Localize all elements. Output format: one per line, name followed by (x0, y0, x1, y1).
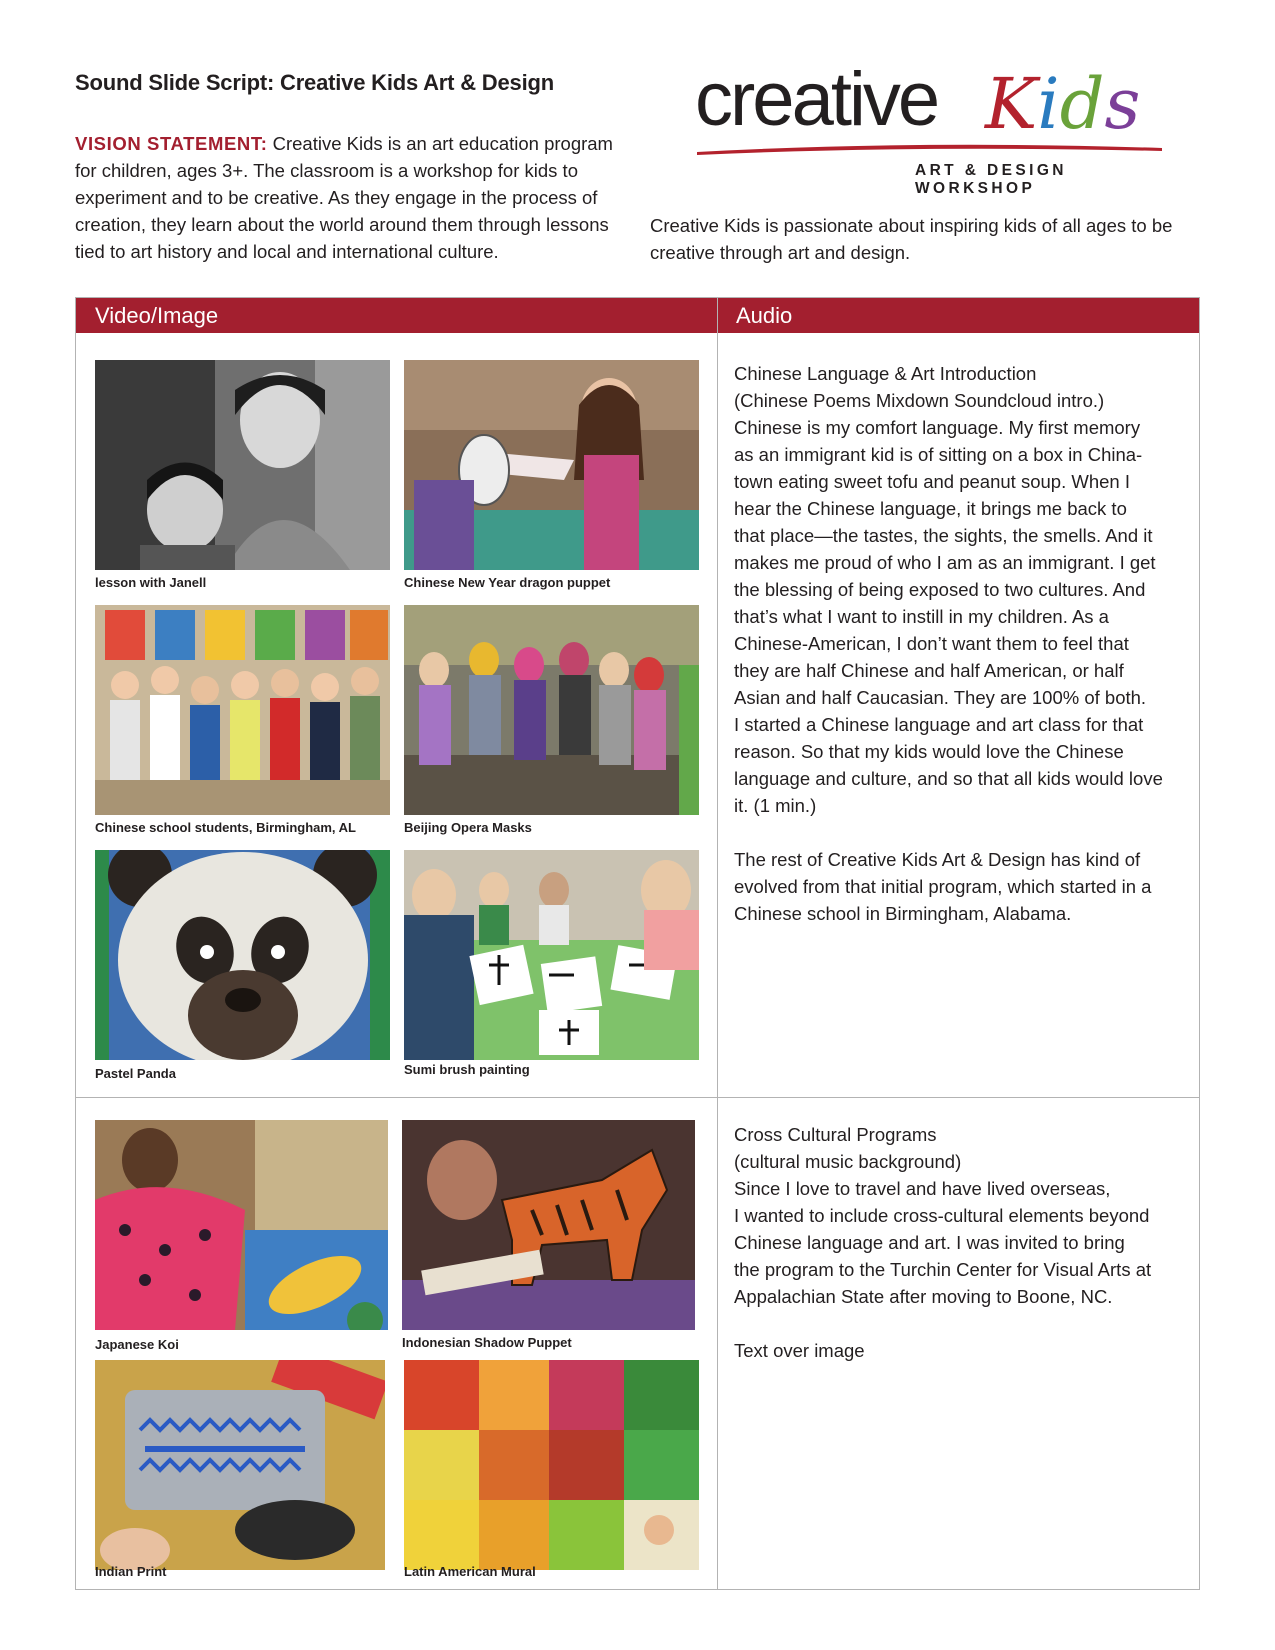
row-divider (76, 1097, 1199, 1098)
logo-swoosh (697, 142, 1167, 158)
logo-word-creative: creative (695, 57, 938, 142)
caption-latin-american-mural: Latin American Mural (404, 1564, 536, 1579)
audio-line: Chinese-American, I don’t want them to feel that (734, 633, 1129, 654)
photo-pastel-panda (95, 850, 390, 1060)
photo-sumi-brush-painting (404, 850, 699, 1060)
caption-pastel-panda: Pastel Panda (95, 1066, 176, 1081)
logo-letter-i: i (1037, 63, 1060, 145)
spacer (734, 1310, 1204, 1337)
audio-line: Appalachian State after moving to Boone, NC. (734, 1286, 1113, 1307)
logo-letter-s: s (1104, 63, 1141, 145)
photo-indonesian-shadow-puppet (402, 1120, 695, 1330)
audio-line: Chinese school in Birmingham, Alabama. (734, 903, 1072, 924)
caption-dragon-puppet: Chinese New Year dragon puppet (404, 575, 611, 590)
photo-chinese-school-students (95, 605, 390, 815)
audio-line: that’s what I want to instill in my children. As a (734, 606, 1109, 627)
audio-line: I started a Chinese language and art class for that (734, 714, 1144, 735)
audio-line: (Chinese Poems Mixdown Soundcloud intro.) (734, 390, 1105, 411)
logo-word-kids (985, 63, 1141, 145)
photo-latin-american-mural (404, 1360, 699, 1570)
photo-dragon-puppet (404, 360, 699, 570)
audio-line: they are half Chinese and half American, or half (734, 660, 1124, 681)
header-video-image: Video/Image (95, 303, 219, 328)
photo-japanese-koi (95, 1120, 388, 1330)
section1-audio (734, 360, 1204, 927)
audio-line: Since I love to travel and have lived overseas, (734, 1178, 1111, 1199)
passion-statement: Creative Kids is passionate about inspiring kids of all ages to be creative through art and design. (650, 215, 1173, 263)
caption-indonesian-shadow-puppet: Indonesian Shadow Puppet (402, 1335, 572, 1350)
creative-kids-logo (695, 57, 1175, 197)
vision-label: VISION STATEMENT: (75, 133, 268, 154)
audio-line: I wanted to include cross-cultural elements beyond (734, 1205, 1150, 1226)
page-title: Sound Slide Script: Creative Kids Art & Design (75, 70, 554, 95)
audio-line: Chinese language and art. I was invited to bring (734, 1232, 1125, 1253)
audio-line: as an immigrant kid is of sitting on a box in China- (734, 444, 1143, 465)
audio-line: Cross Cultural Programs (734, 1124, 937, 1145)
photo-beijing-opera-masks (404, 605, 699, 815)
audio-line: makes me proud of who I am as an immigrant. I get (734, 552, 1156, 573)
caption-chinese-school-students: Chinese school students, Birmingham, AL (95, 820, 356, 835)
audio-line: Chinese is my comfort language. My first memory (734, 417, 1141, 438)
photo-indian-print (95, 1360, 385, 1570)
audio-line: the program to the Turchin Center for Visual Arts at (734, 1259, 1152, 1280)
audio-line: The rest of Creative Kids Art & Design has kind of (734, 849, 1141, 870)
spacer (734, 819, 1204, 846)
audio-line: language and culture, and so that all kids would love (734, 768, 1163, 789)
caption-sumi-brush-painting: Sumi brush painting (404, 1062, 530, 1077)
audio-line: reason. So that my kids would love the Chinese (734, 741, 1124, 762)
audio-line: town eating sweet tofu and peanut soup. When I (734, 471, 1130, 492)
caption-lesson-with-janell: lesson with Janell (95, 575, 207, 590)
audio-line: Chinese Language & Art Introduction (734, 363, 1037, 384)
logo-tagline: ART & DESIGN WORKSHOP (915, 162, 1067, 197)
audio-line: Text over image (734, 1340, 865, 1361)
caption-indian-print: Indian Print (95, 1564, 167, 1579)
audio-line: hear the Chinese language, it brings me back to (734, 498, 1127, 519)
logo-letter-k: K (985, 63, 1038, 145)
audio-line: that place—the tastes, the sights, the smells. And it (734, 525, 1153, 546)
audio-line: the blessing of being exposed to two cultures. And (734, 579, 1146, 600)
caption-beijing-opera-masks: Beijing Opera Masks (404, 820, 532, 835)
vision-text: Creative Kids is an art education program for children, ages 3+. The classroom is a workshop for kids to experiment and to be creative. As they engage in the process of creation, they learn about the world around them through lessons tied to art history and local and international culture. (75, 133, 613, 262)
audio-line: evolved from that initial program, which started in a (734, 876, 1152, 897)
audio-line: Asian and half Caucasian. They are 100% of both. (734, 687, 1147, 708)
audio-line: it. (1 min.) (734, 795, 817, 816)
section2-audio (734, 1121, 1204, 1364)
table-header (76, 298, 1199, 333)
audio-line: (cultural music background) (734, 1151, 962, 1172)
header-audio: Audio (736, 303, 793, 328)
logo-letter-d: d (1059, 63, 1105, 145)
vision-statement (75, 130, 620, 265)
column-divider (717, 298, 718, 1589)
photo-lesson-with-janell (95, 360, 390, 570)
caption-japanese-koi: Japanese Koi (95, 1337, 179, 1352)
